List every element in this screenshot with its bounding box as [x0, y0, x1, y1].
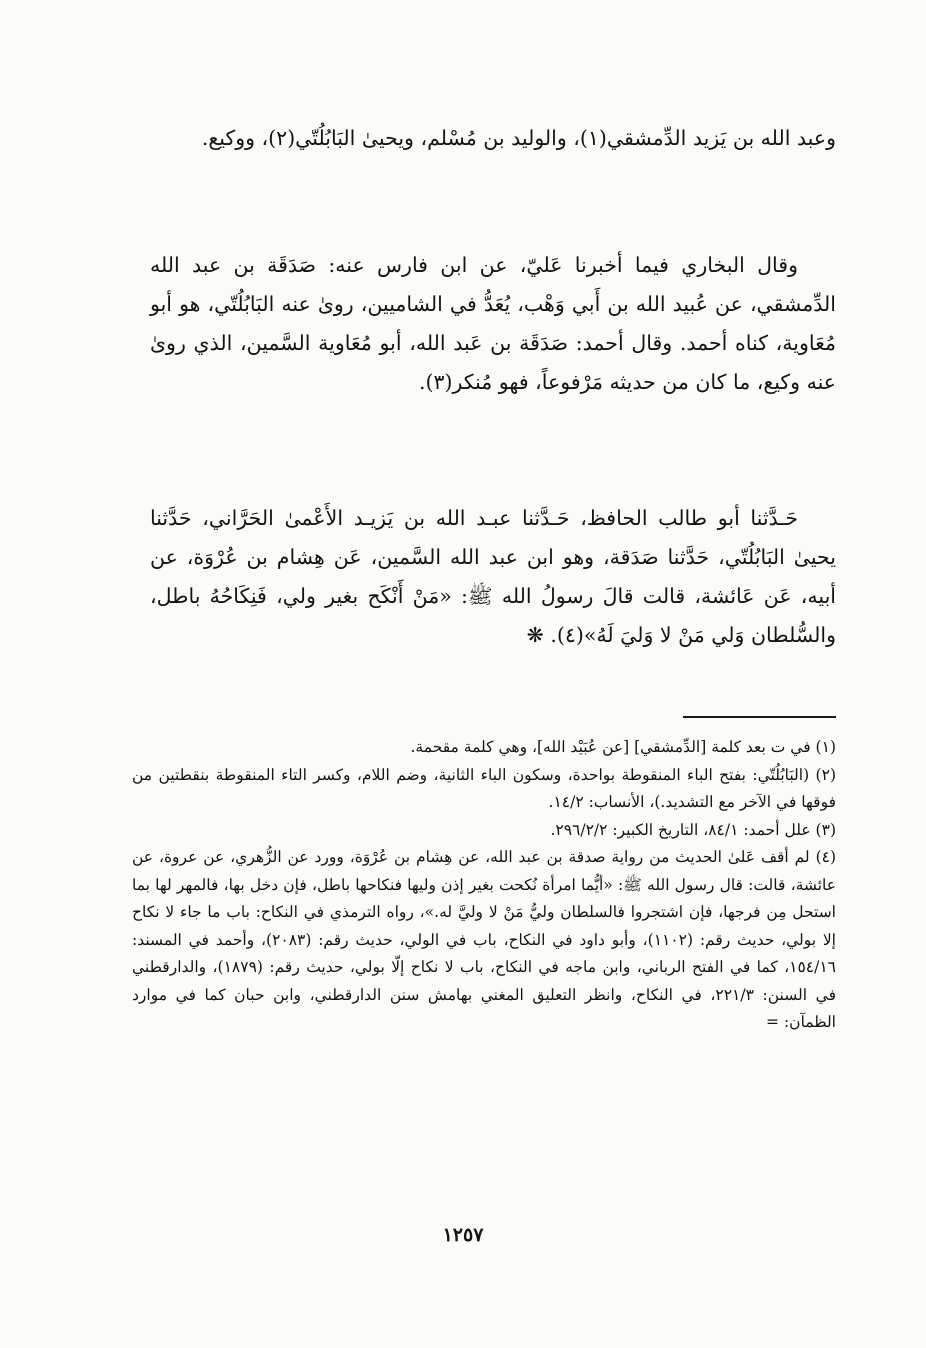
footnote-separator	[683, 716, 836, 718]
footnote-text: في ت بعد كلمة [الدِّمشقي] [عن عُبَيْد الله]، وهي كلمة مقحمة.	[410, 738, 811, 756]
footnotes-section	[132, 734, 836, 1037]
footnote-4	[132, 844, 836, 1037]
body-paragraph-3: حَـدَّثنا أبو طالب الحافظ، حَـدَّثنا عبـد الله بن يَزيـد الأَعْمىٰ الحَرَّاني، حَدَّثنا يحيىٰ البَابُلُتّي، حَدَّثنا صَدَقة، وهو ابن عبد الله السَّمين، عَن هِشام بن عُرْوَة، عن أبيه، عَن عَائشة، قالت قالَ رسولُ الله ﷺ: «مَنْ أَنْكَح بغير ولي، فَنِكَاحُهُ باطل، والسُّلطان وَلي مَنْ لا وَليَ لَهُ»(٤). ❋	[150, 505, 836, 647]
footnote-text: علل أحمد: ٨٤/١، التاريخ الكبير: ٢٩٦/٢/٢.	[550, 820, 811, 839]
footnote-text: (البَابُلُتّي: بفتح الباء المنقوطة بواحدة، وسكون الباء الثانية، وضم اللام، وكسر التاء المنقوطة بنقطتين من فوقها في الآخر مع التشديد.)، الأنساب: ١٤/٢.	[132, 765, 836, 811]
footnote-1	[132, 734, 836, 762]
footnote-3	[132, 817, 836, 845]
footnote-number: (٤)	[815, 848, 837, 866]
footnote-number: (١)	[815, 738, 836, 756]
body-paragraph-1: وعبد الله بن يَزيد الدِّمشقي(١)، والوليد بن مُسْلم، ويحيىٰ البَابُلُتّي(٢)، ووكيع.	[201, 125, 836, 150]
footnote-text: لم أقف عَلىٰ الحديث من رواية صدقة بن عبد الله، عن هِشام بن عُرْوَة، وورد عن الزُّهري، عن عروة، عن عائشة، قالت: قال رسول الله ﷺ: «أيُّما امرأة نُكحت بغير إذن وليها فنكاحها باطل، فإن دخل بها، فالمهر لها بما استحل مِن فرجها، فإن اشتجروا فالسلطان وليُّ مَنْ لا وليَّ له.»، رواه الترمذي في النكاح: باب ما جاء لا نكاح إلا بولي، حديث رقم: (١١٠٢)، وأبو داود في النكاح، باب في الولي، حديث رقم: (٢٠٨٣)، وأحمد في المسند: ١٥٤/١٦، كما في الفتح الرباني، وابن ماجه في النكاح، باب لا نكاح إلّا بولي، حديث رقم: (١٨٧٩)، والدارقطني في السنن: ٢٢١/٣، في النكاح، وانظر التعليق المغني بهامش سنن الدارقطني، وابن حبان كما في موارد الظمآن: =	[132, 848, 836, 1031]
body-paragraph-2: وقال البخاري فيما أخبرنا عَليّ، عن ابن فارس عنه: صَدَقَة بن عبد الله الدِّمشقي، عن عُبيد الله بن أَبي وَهْب، يُعَدُّ في الشاميين، روىٰ عنه البَابُلُتّي، هو أبو مُعَاوية، كناه أحمد. وقال أحمد: صَدَقَة بن عَبد الله، أبو مُعَاوية السَّمين، الذي روىٰ عنه وكيع، ما كان من حديثه مَرْفوعاً، فهو مُنكر(٣).	[150, 252, 836, 394]
footnote-2	[132, 762, 836, 817]
footnote-number: (٣)	[815, 820, 836, 839]
footnote-number: (٢)	[815, 765, 836, 784]
page-number: ١٢٥٧	[442, 1224, 484, 1246]
